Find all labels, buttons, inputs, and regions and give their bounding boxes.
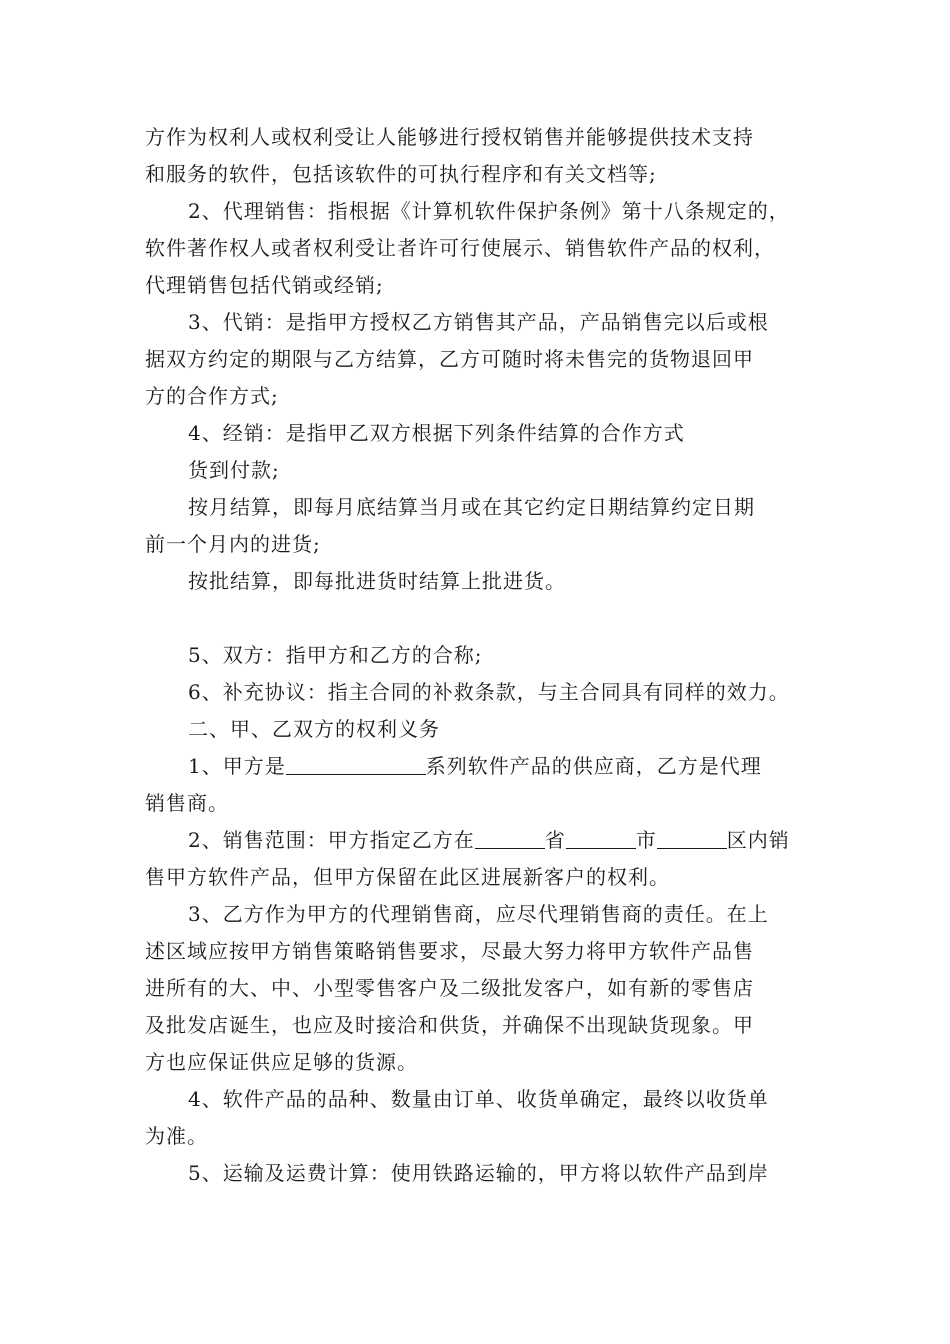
text-line: 2、代理销售：指根据《计算机软件保护条例》第十八条规定的， — [188, 199, 790, 223]
text-line: 3、乙方作为甲方的代理销售商，应尽代理销售商的责任。在上 — [188, 902, 769, 926]
text-line: 及批发店诞生，也应及时接洽和供货，并确保不出现缺货现象。甲 — [145, 1013, 754, 1037]
province-label: 省 — [544, 828, 566, 852]
text-line: 为准。 — [145, 1124, 208, 1148]
text-line: 4、软件产品的品种、数量由订单、收货单确定，最终以收货单 — [188, 1087, 769, 1111]
text-line: 前一个月内的进货; — [145, 532, 321, 556]
text-line: 方也应保证供应足够的货源。 — [145, 1050, 418, 1074]
item1-suffix: 系列软件产品的供应商，乙方是代理 — [425, 754, 762, 778]
text-line: 述区域应按甲方销售策略销售要求，尽最大努力将甲方软件产品售 — [145, 939, 754, 963]
text-line: 和服务的软件，包括该软件的可执行程序和有关文档等; — [145, 162, 657, 186]
text-line: 3、代销：是指甲方授权乙方销售其产品，产品销售完以后或根 — [188, 310, 769, 334]
province-blank[interactable] — [475, 828, 545, 849]
text-line: 按月结算，即每月底结算当月或在其它约定日期结算约定日期 — [188, 495, 755, 519]
section-heading: 二、甲、乙双方的权利义务 — [188, 717, 440, 741]
text-line: 按批结算，即每批进货时结算上批进货。 — [188, 569, 566, 593]
text-line: 5、双方：指甲方和乙方的合称; — [188, 643, 483, 667]
district-blank[interactable] — [657, 828, 727, 849]
text-line — [188, 827, 790, 853]
text-line: 5、运输及运费计算：使用铁路运输的，甲方将以软件产品到岸 — [188, 1161, 769, 1185]
text-line: 方的合作方式; — [145, 384, 279, 408]
text-line: 6、补充协议：指主合同的补救条款，与主合同具有同样的效力。 — [188, 680, 790, 704]
district-label: 区内销 — [726, 828, 790, 852]
text-line: 进所有的大、中、小型零售客户及二级批发客户，如有新的零售店 — [145, 976, 754, 1000]
supplier-blank[interactable] — [286, 754, 426, 775]
text-line: 售甲方软件产品，但甲方保留在此区进展新客户的权利。 — [145, 865, 670, 889]
city-blank[interactable] — [566, 828, 636, 849]
item1-prefix: 1、甲方是 — [188, 754, 286, 778]
text-line: 代理销售包括代销或经销; — [145, 273, 384, 297]
city-label: 市 — [635, 828, 657, 852]
text-line: 据双方约定的期限与乙方结算，乙方可随时将未售完的货物退回甲 — [145, 347, 754, 371]
text-line: 4、经销：是指甲乙双方根据下列条件结算的合作方式 — [188, 421, 685, 445]
item2-prefix: 2、销售范围：甲方指定乙方在 — [188, 828, 475, 852]
text-line — [188, 753, 762, 779]
text-line: 方作为权利人或权利受让人能够进行授权销售并能够提供技术支持 — [145, 125, 754, 149]
text-line: 软件著作权人或者权利受让者许可行使展示、销售软件产品的权利， — [145, 236, 775, 260]
text-line: 销售商。 — [145, 791, 229, 815]
text-line: 货到付款; — [188, 458, 280, 482]
